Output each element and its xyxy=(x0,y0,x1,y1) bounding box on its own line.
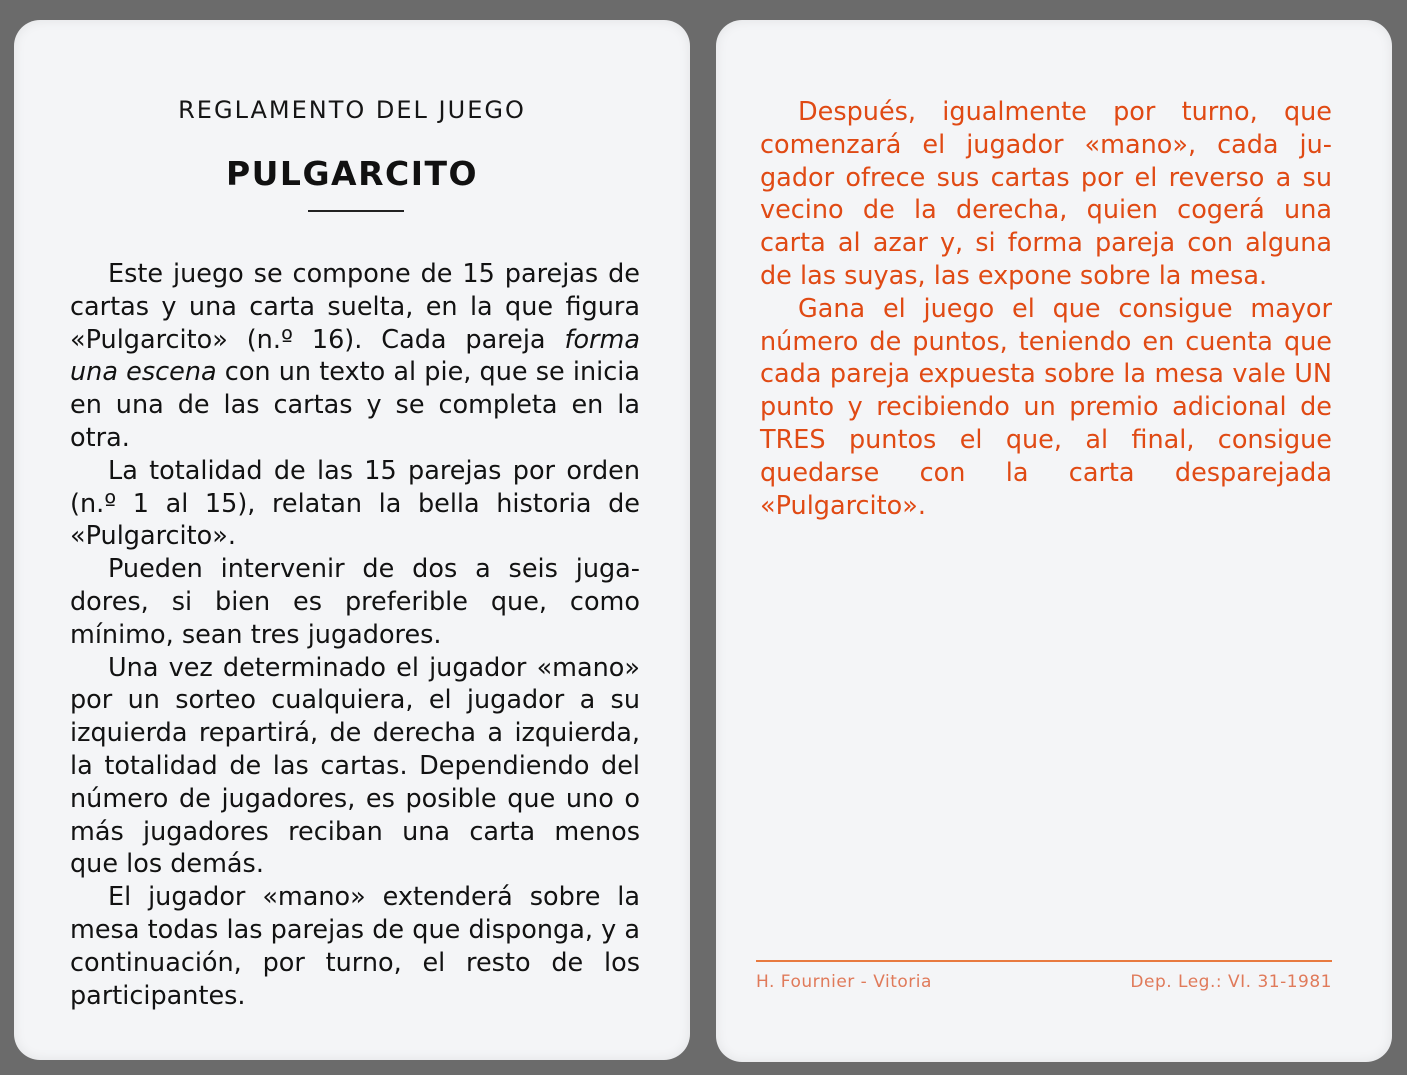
rules-paragraph-4: Una vez determinado el jugador «mano» por un sorteo cualquiera, el jugador a su izquierda repartirá, de derecha a izquierda, la totalidad de las cartas. Dependiendo del número de jugadores, es posible que uno o más jugadores reciban una carta menos que los demás. xyxy=(70,652,640,880)
emphasis-text: forma una escena xyxy=(70,324,640,388)
rules-text-back xyxy=(760,96,1332,522)
rules-paragraph-1: Este juego se compone de 15 parejas de cartas y una carta suelta, en la que figura «Pulgarcito» (n.º 16). Cada pareja forma una escena con un texto al pie, que se inicia en una de las cartas y se completa en la otra. xyxy=(70,259,640,453)
publisher-credit: H. Fournier - Vitoria xyxy=(756,972,932,992)
rules-paragraph-7: Gana el juego el que consigue mayor número de puntos, teniendo en cuenta que cada pareja expuesta sobre la mesa vale UN punto y recibiendo un premio adicional de TRES puntos el que, al final, consigue quedarse con la carta desparejada «Pulgarcito». xyxy=(760,293,1332,521)
rules-paragraph-5: El jugador «mano» extenderá sobre la mesa todas las parejas de que disponga, y a continuación, por turno, el resto de los participantes. xyxy=(70,882,640,1011)
rules-paragraph-2: La totalidad de las 15 parejas por orden (n.º 1 al 15), relatan la bella historia de «Pulgarcito». xyxy=(70,455,640,552)
footer-divider xyxy=(756,960,1332,962)
rules-paragraph-6: Después, igualmente por turno, que comenzará el jugador «mano», cada jugador ofrece sus cartas por el reverso a su vecino de la derecha, quien cogerá una carta al azar y, si forma pareja con alguna de las suyas, las expone sobre la mesa. xyxy=(760,97,1332,291)
title-divider xyxy=(308,210,404,212)
rules-paragraph-3: Pueden intervenir de dos a seis jugadores, si bien es preferible que, como mínimo, sean tres jugadores. xyxy=(70,554,640,650)
rules-text-front xyxy=(70,258,640,1012)
rules-card-back xyxy=(716,20,1392,1062)
rules-card-front xyxy=(14,20,690,1060)
game-title: PULGARCITO xyxy=(225,154,479,193)
rules-heading: REGLAMENTO DEL JUEGO xyxy=(178,96,526,124)
legal-deposit: Dep. Leg.: VI. 31-1981 xyxy=(1130,972,1332,992)
